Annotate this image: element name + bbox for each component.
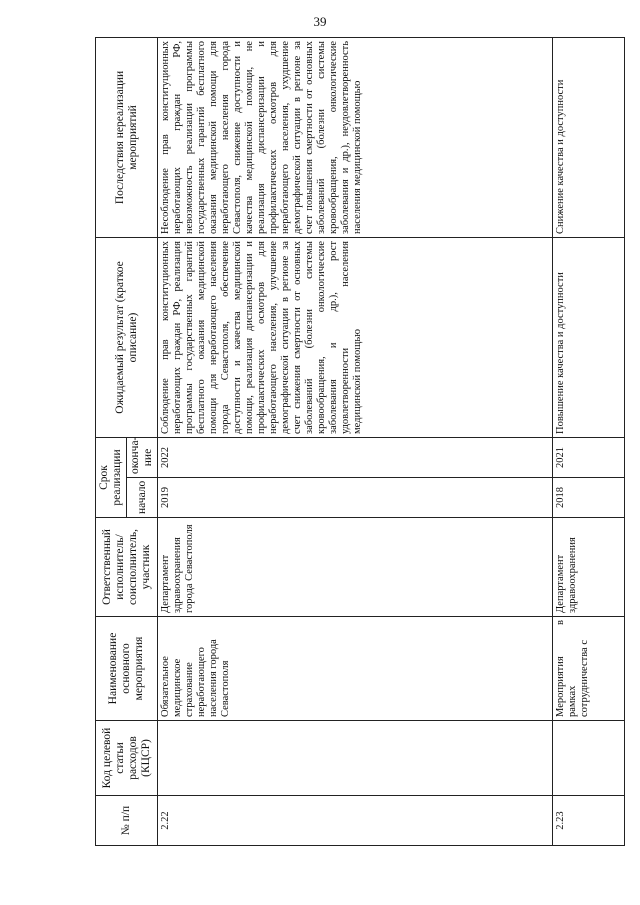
header-end: оконча-ние: [127, 438, 158, 478]
row-executor: Департамент здравоохранения города Севастополя: [158, 518, 553, 617]
activities-table: [95, 37, 625, 846]
header-row: [96, 38, 127, 846]
header-result: Ожидаемый результат (краткое описание): [96, 238, 158, 438]
rotated-table-container: [95, 38, 625, 846]
row-num: 2.23: [553, 796, 625, 846]
header-code: Код целевой статьи расходов (КЦСР): [96, 721, 158, 796]
row-num: 2.22: [158, 796, 553, 846]
table-row: [553, 38, 625, 846]
row-consequences: Снижение качества и доступности: [553, 38, 625, 238]
row-start: 2019: [158, 478, 553, 518]
header-num: № п/п: [96, 796, 158, 846]
row-end: 2022: [158, 438, 553, 478]
row-start: 2018: [553, 478, 625, 518]
row-result: Соблюдение прав конституционных неработающих граждан РФ, реализация программы государственных гарантий бесплатного оказания медицинской помощи для неработающего населения города Севастополя, обеспечение доступности и качества медицинской помощи, реализация диспансеризации и профилактических осмотров для неработающего населения, улучшение демографической ситуации в регионе за счет снижения смертности от основных заболеваний (болезни системы кровообращения, онкологические заболевания и др.), рост удовлетворенности населения медицинской помощью: [158, 238, 553, 438]
header-period: Срок реализации: [96, 438, 127, 518]
row-consequences: Несоблюдение прав конституционных неработающих граждан РФ, невозможность реализации программы государственных гарантий бесплатного оказания медицинской помощи для неработающего населения города Севастополя, снижение доступности и качества медицинской помощи, не реализация диспансеризации и профилактических осмотров для неработающего населения, ухудшение демографической ситуации в регионе за счет повышения смертности от основных заболеваний (болезни системы кровообращения, онкологические заболевания и др.), неудовлетворенность населения медицинской помощью: [158, 38, 553, 238]
row-code: [553, 721, 625, 796]
row-executor: Департамент здравоохранения: [553, 518, 625, 617]
header-start: начало: [127, 478, 158, 518]
page-number: 39: [313, 14, 327, 29]
header-consequences: Последствия нереализации мероприятий: [96, 38, 158, 238]
header-executor: Ответственный исполнитель/ соисполнитель, участник: [96, 518, 158, 617]
header-name: Наименование основного мероприятия: [96, 617, 158, 721]
row-result: Повышение качества и доступности: [553, 238, 625, 438]
table-row: [158, 38, 553, 846]
row-end: 2021: [553, 438, 625, 478]
row-name: Обязательное медицинское страхование неработающего населения города Севастополя: [158, 617, 553, 721]
row-name: Мероприятия в рамках сотрудничества с: [553, 617, 625, 721]
row-code: [158, 721, 553, 796]
